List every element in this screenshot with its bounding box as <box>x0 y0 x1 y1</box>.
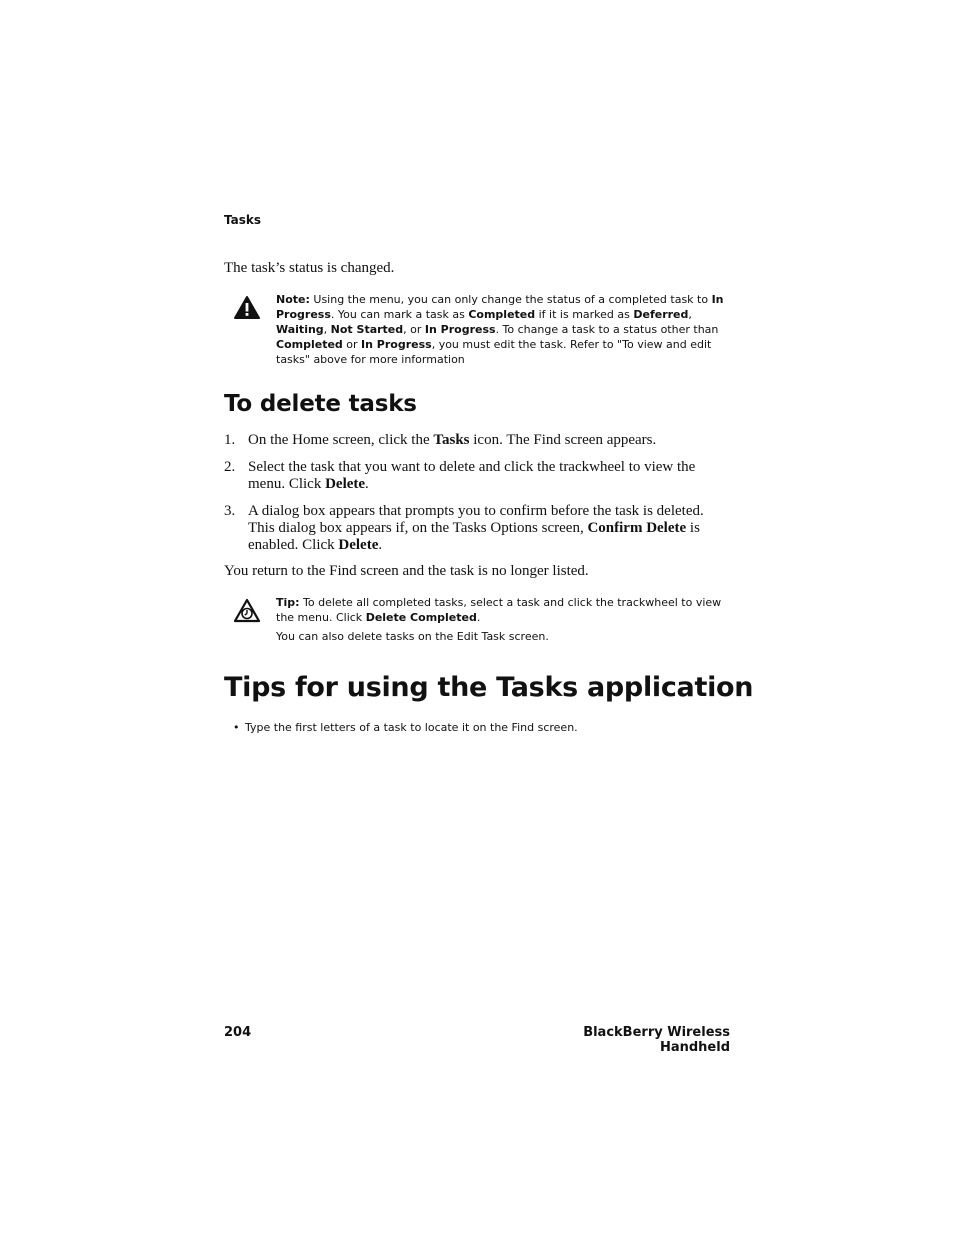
page-number: 204 <box>224 1025 252 1040</box>
step-text: . <box>365 476 369 492</box>
note-text-2: . You can mark a task as <box>330 308 469 321</box>
tip-bold-1: Delete Completed <box>365 611 477 624</box>
step-item <box>224 503 724 554</box>
note-text-1: Using the menu, you can only change the status of a completed task to <box>309 293 712 306</box>
status-line: The task’s status is changed. <box>224 260 395 276</box>
tip-text <box>276 595 726 644</box>
footer-title: BlackBerry Wireless Handheld <box>583 1025 730 1055</box>
note-text-3: if it is marked as <box>535 308 634 321</box>
bullet-text: Type the first letters of a task to locate it on the Find screen. <box>245 721 578 734</box>
tip-label: Tip: <box>276 596 300 609</box>
tip-main <box>276 595 726 625</box>
running-head: Tasks <box>224 213 262 227</box>
note-bold-7: Completed <box>276 338 343 351</box>
step-text: . <box>378 537 383 553</box>
note-text-4: , <box>688 308 692 321</box>
tips-heading: Tips for using the Tasks application <box>224 672 754 703</box>
return-line: You return to the Find screen and the task is no longer listed. <box>224 563 589 579</box>
step-bold: Confirm Delete <box>587 520 687 536</box>
note-text <box>276 292 726 367</box>
tip-callout <box>224 595 724 647</box>
note-bold-4: Waiting <box>276 323 324 336</box>
step-number: 1. <box>224 432 236 448</box>
step-text: On the Home screen, click the <box>248 432 434 448</box>
note-text-5: , <box>323 323 331 336</box>
note-text-8: or <box>342 338 362 351</box>
note-bold-6: In Progress <box>424 323 496 336</box>
warning-icon <box>233 295 261 321</box>
note-bold-1: In Progress <box>276 293 724 321</box>
tip-text-1: To delete all completed tasks, select a task and click the trackwheel to view the menu. Click <box>276 596 722 624</box>
tip-icon <box>233 598 261 624</box>
note-text-7: . To change a task to a status other than <box>495 323 719 336</box>
note-label: Note: <box>276 293 310 306</box>
step-number: 3. <box>224 503 236 519</box>
tip-extra: You can also delete tasks on the Edit Task screen. <box>276 630 549 643</box>
tip-text-2: . <box>476 611 481 624</box>
note-text-6: , or <box>403 323 425 336</box>
step-bold: Delete <box>338 537 379 553</box>
delete-steps <box>224 432 724 564</box>
step-bold: Delete <box>325 476 366 492</box>
step-bold: Tasks <box>433 432 470 448</box>
note-text-9: , you must edit the task. Refer to "To view and edit tasks" above for more information <box>276 338 712 366</box>
tips-list <box>233 721 578 734</box>
step-text: icon. The Find screen appears. <box>469 432 657 448</box>
note-bold-5: Not Started <box>330 323 404 336</box>
note-bold-2: Completed <box>468 308 536 321</box>
note-bold-3: Deferred <box>633 308 689 321</box>
delete-heading: To delete tasks <box>224 391 417 417</box>
step-text: A dialog box appears that prompts you to confirm before the task is deleted. This dialog box appears if, on the Tasks Options screen, <box>248 503 704 536</box>
list-item <box>233 721 578 734</box>
step-item <box>224 432 724 449</box>
note-callout <box>224 292 724 372</box>
step-number: 2. <box>224 459 236 475</box>
bullet-icon: • <box>233 721 240 734</box>
step-item <box>224 459 724 493</box>
step-text: Select the task that you want to delete and click the trackwheel to view the menu. Click <box>248 459 696 492</box>
step-text: is enabled. Click <box>248 520 700 553</box>
note-bold-8: In Progress <box>361 338 432 351</box>
